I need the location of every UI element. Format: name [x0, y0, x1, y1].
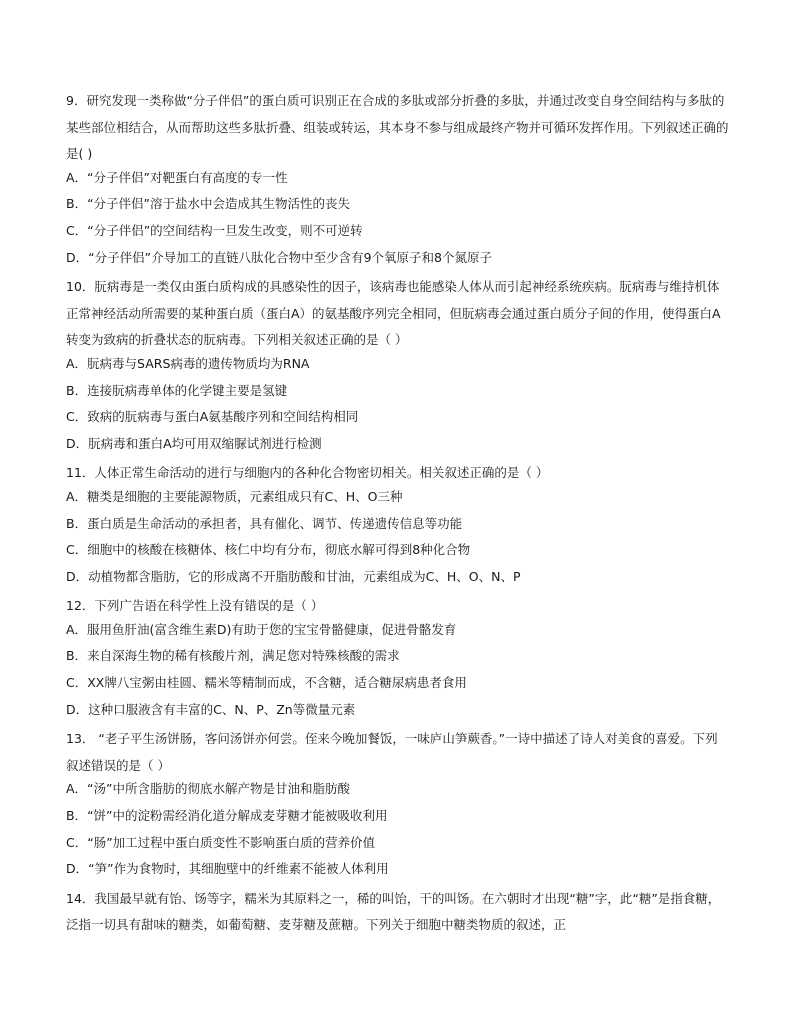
option-a: A．糖类是细胞的主要能源物质，元素组成只有C、H、O三种	[66, 488, 403, 504]
option-c: C．“分子伴侣”的空间结构一旦发生改变，则不可逆转	[66, 222, 363, 238]
option-b: B．“分子伴侣”溶于盐水中会造成其生物活性的丧失	[66, 196, 351, 212]
option-c: C．致病的朊病毒与蛋白A氨基酸序列和空间结构相同	[66, 409, 359, 425]
question-11	[66, 460, 730, 593]
question-9	[66, 88, 730, 274]
question-stem: 13． “老子平生汤饼肠，客问汤饼亦何尝。侄来今晚加餐饭，一味庐山笋蕨香。”一诗中描述了诗人对美食的喜爱。下列叙述错误的是（ ）	[66, 731, 718, 773]
option-b: B．“饼”中的淀粉需经消化道分解成麦芽糖才能被吸收利用	[66, 808, 388, 824]
option-d: D．“分子伴侣”介导加工的直链八肽化合物中至少含有9个氧原子和8个氮原子	[66, 249, 492, 265]
question-stem: 9．研究发现一类称做“分子伴侣”的蛋白质可识别正在合成的多肽或部分折叠的多肽，并通过改变自身空间结构与多肽的某些部位相结合，从而帮助这些多肽折叠、组装或转运，其本身不参与组成最终产物并可循环发挥作用。下列叙述正确的是( )	[66, 93, 729, 162]
option-a: A．朊病毒与SARS病毒的遗传物质均为RNA	[66, 355, 310, 371]
option-d: D．朊病毒和蛋白A均可用双缩脲试剂进行检测	[66, 435, 322, 451]
document-page	[66, 88, 730, 939]
option-a: A．“分子伴侣”对靶蛋白有高度的专一性	[66, 169, 288, 185]
option-c: C．“肠”加工过程中蛋白质变性不影响蛋白质的营养价值	[66, 834, 376, 850]
option-a: A．“汤”中所含脂肪的彻底水解产物是甘油和脂肪酸	[66, 781, 351, 797]
question-14	[66, 886, 730, 939]
option-b: B．蛋白质是生命活动的承担者，具有催化、调节、传递遗传信息等功能	[66, 515, 463, 531]
option-c: C．XX牌八宝粥由桂圆、糯米等精制而成，不含糖，适合糖尿病患者食用	[66, 675, 467, 691]
question-stem: 14．我国最早就有饴、饧等字，糯米为其原料之一，稀的叫饴，干的叫饧。在六朝时才出现“糖”字，此“糖”是指食糖，泛指一切具有甜味的糖类，如葡萄糖、麦芽糖及蔗糖。下列关于细胞中糖类物质的叙述，正	[66, 890, 721, 933]
question-12	[66, 593, 730, 726]
option-d: D．“笋”作为食物时，其细胞壁中的纤维素不能被人体利用	[66, 861, 389, 877]
question-13	[66, 726, 730, 886]
question-stem: 11．人体正常生命活动的进行与细胞内的各种化合物密切相关。相关叙述正确的是（ ）	[66, 465, 549, 481]
option-d: D．这种口服液含有丰富的C、N、P、Zn等微量元素	[66, 701, 356, 717]
option-c: C．细胞中的核酸在核糖体、核仁中均有分布，彻底水解可得到8种化合物	[66, 542, 471, 558]
option-a: A．服用鱼肝油(富含维生素D)有助于您的宝宝骨骼健康，促进骨骼发育	[66, 621, 457, 637]
option-d: D．动植物都含脂肪，它的形成离不开脂肪酸和甘油，元素组成为C、H、O、N、P	[66, 568, 521, 584]
option-b: B．连接朊病毒单体的化学键主要是氢键	[66, 382, 288, 398]
question-stem: 10．朊病毒是一类仅由蛋白质构成的具感染性的因子，该病毒也能感染人体从而引起神经系统疾病。朊病毒与维持机体正常神经活动所需要的某种蛋白质（蛋白A）的氨基酸序列完全相同，但朊病毒会通过蛋白质分子间的作用，使得蛋白A转变为致病的折叠状态的朊病毒。下列相关叙述正确的是（ ）	[66, 279, 721, 348]
question-10	[66, 274, 730, 460]
option-b: B．来自深海生物的稀有核酸片剂，满足您对特殊核酸的需求	[66, 648, 400, 664]
question-stem: 12．下列广告语在科学性上没有错误的是（ ）	[66, 598, 324, 614]
